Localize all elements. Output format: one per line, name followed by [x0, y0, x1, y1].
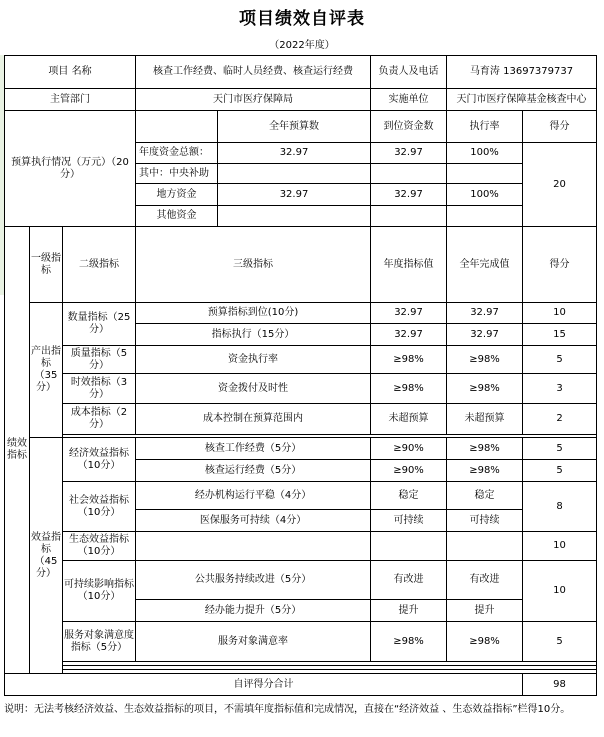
indicator-name: 预算指标到位(10分)	[136, 303, 371, 324]
project-name-value: 核查工作经费、临时人员经费、核查运行经费	[136, 56, 371, 89]
col-actual: 全年完成值	[447, 227, 523, 303]
indicator-target: 未超预算	[371, 404, 447, 435]
indicator-score: 5	[523, 622, 597, 662]
budget-col-rate: 执行率	[447, 111, 523, 143]
indicator-score: 3	[523, 374, 597, 404]
indicator-name: 资金拨付及时性	[136, 374, 371, 404]
budget-row-label: 其他资金	[136, 206, 218, 227]
indicator-actual: ≥98%	[447, 622, 523, 662]
indicator-name: 资金执行率	[136, 346, 371, 374]
benefit-indicator-label: 效益指标（45分）	[30, 438, 63, 674]
indicator-actual: ≥98%	[447, 374, 523, 404]
indicator-name: 医保服务可持续（4分）	[136, 510, 371, 532]
budget-section-label: 预算执行情况（万元）（20分）	[5, 111, 136, 227]
year-label: （2022年度）	[269, 40, 335, 51]
budget-rate	[447, 206, 523, 227]
indicator-name: 经办机构运行平稳（4分）	[136, 482, 371, 510]
indicator-score: 15	[523, 324, 597, 346]
indicator-actual: 有改进	[447, 561, 523, 600]
budget-total	[218, 164, 371, 184]
econ-indicator-label: 经济效益指标（10分）	[63, 438, 136, 482]
dept-label: 主管部门	[5, 89, 136, 111]
indicator-target: 可持续	[371, 510, 447, 532]
col-target: 年度指标值	[371, 227, 447, 303]
impl-value: 天门市医疗保障基金核查中心	[447, 89, 597, 111]
col-level1: 一级指标	[30, 227, 63, 303]
budget-rate: 100%	[447, 184, 523, 206]
social-indicator-label: 社会效益指标（10分）	[63, 482, 136, 532]
indicator-target: 提升	[371, 600, 447, 622]
output-indicator-label: 产出指标（35分）	[30, 303, 63, 438]
contact-value: 马育涛 13697379737	[447, 56, 597, 89]
indicator-target: ≥98%	[371, 346, 447, 374]
indicator-name: 经办能力提升（5分）	[136, 600, 371, 622]
eco-indicator-label: 生态效益指标（10分）	[63, 532, 136, 561]
indicator-name	[136, 532, 371, 561]
indicator-score: 10	[523, 532, 597, 561]
indicator-target: ≥98%	[371, 622, 447, 662]
indicator-actual: ≥98%	[447, 346, 523, 374]
budget-col-score: 得分	[523, 111, 597, 143]
indicator-actual: 32.97	[447, 303, 523, 324]
indicator-actual: 32.97	[447, 324, 523, 346]
timeliness-indicator-label: 时效指标（3分）	[63, 374, 136, 404]
budget-total: 32.97	[218, 143, 371, 164]
budget-arrived: 32.97	[371, 184, 447, 206]
budget-row-label: 其中：中央补助	[136, 164, 218, 184]
indicator-score: 5	[523, 346, 597, 374]
indicator-target: ≥90%	[371, 460, 447, 482]
budget-total	[218, 206, 371, 227]
indicator-name: 指标执行（15分）	[136, 324, 371, 346]
indicator-actual: 稳定	[447, 482, 523, 510]
indicator-actual: ≥98%	[447, 438, 523, 460]
perf-indicator-label: 绩效指标	[5, 227, 30, 674]
quality-indicator-label: 质量指标（5分）	[63, 346, 136, 374]
indicator-name: 公共服务持续改进（5分）	[136, 561, 371, 600]
budget-row-label: 年度资金总额：	[136, 143, 218, 164]
indicator-target: ≥98%	[371, 374, 447, 404]
impl-label: 实施单位	[371, 89, 447, 111]
indicator-score: 10	[523, 561, 597, 622]
budget-arrived: 32.97	[371, 143, 447, 164]
indicator-name: 核查工作经费（5分）	[136, 438, 371, 460]
indicator-target: 32.97	[371, 324, 447, 346]
project-name-label: 项目 名称	[5, 56, 136, 89]
footnote: 说明：无法考核经济效益、生态效益指标的项目，不需填年度指标值和完成情况，直接在“经济效益 、生态效益指标”栏得10分。	[4, 704, 571, 715]
indicator-score: 10	[523, 303, 597, 324]
indicator-score: 5	[523, 438, 597, 460]
budget-rate	[447, 164, 523, 184]
total-label: 自评得分合计	[5, 674, 523, 696]
budget-arrived	[371, 164, 447, 184]
sustain-indicator-label: 可持续影响指标（10分）	[63, 561, 136, 622]
contact-label: 负责人及电话	[371, 56, 447, 89]
indicator-score: 2	[523, 404, 597, 435]
budget-row-label: 地方资金	[136, 184, 218, 206]
evaluation-table	[4, 55, 597, 696]
budget-col-total: 全年预算数	[218, 111, 371, 143]
qty-indicator-label: 数量指标（25分）	[63, 303, 136, 346]
col-score: 得分	[523, 227, 597, 303]
indicator-name: 服务对象满意率	[136, 622, 371, 662]
indicator-target: ≥90%	[371, 438, 447, 460]
budget-rate: 100%	[447, 143, 523, 164]
indicator-target: 有改进	[371, 561, 447, 600]
col-level2: 二级指标	[63, 227, 136, 303]
indicator-score: 5	[523, 460, 597, 482]
indicator-score: 8	[523, 482, 597, 532]
budget-total: 32.97	[218, 184, 371, 206]
budget-blank	[136, 111, 218, 143]
indicator-target	[371, 532, 447, 561]
cost-indicator-label: 成本指标（2分）	[63, 404, 136, 435]
budget-score: 20	[523, 143, 597, 227]
indicator-actual: 可持续	[447, 510, 523, 532]
satisfaction-indicator-label: 服务对象满意度指标（5分）	[63, 622, 136, 662]
indicator-target: 稳定	[371, 482, 447, 510]
indicator-target: 32.97	[371, 303, 447, 324]
total-score: 98	[523, 674, 597, 696]
budget-col-arrived: 到位资金数	[371, 111, 447, 143]
indicator-name: 核查运行经费（5分）	[136, 460, 371, 482]
dept-value: 天门市医疗保障局	[136, 89, 371, 111]
indicator-actual: 未超预算	[447, 404, 523, 435]
page-title: 项目绩效自评表	[239, 9, 365, 29]
indicator-name: 成本控制在预算范围内	[136, 404, 371, 435]
col-level3: 三级指标	[136, 227, 371, 303]
indicator-actual: 提升	[447, 600, 523, 622]
budget-arrived	[371, 206, 447, 227]
indicator-actual: ≥98%	[447, 460, 523, 482]
indicator-actual	[447, 532, 523, 561]
